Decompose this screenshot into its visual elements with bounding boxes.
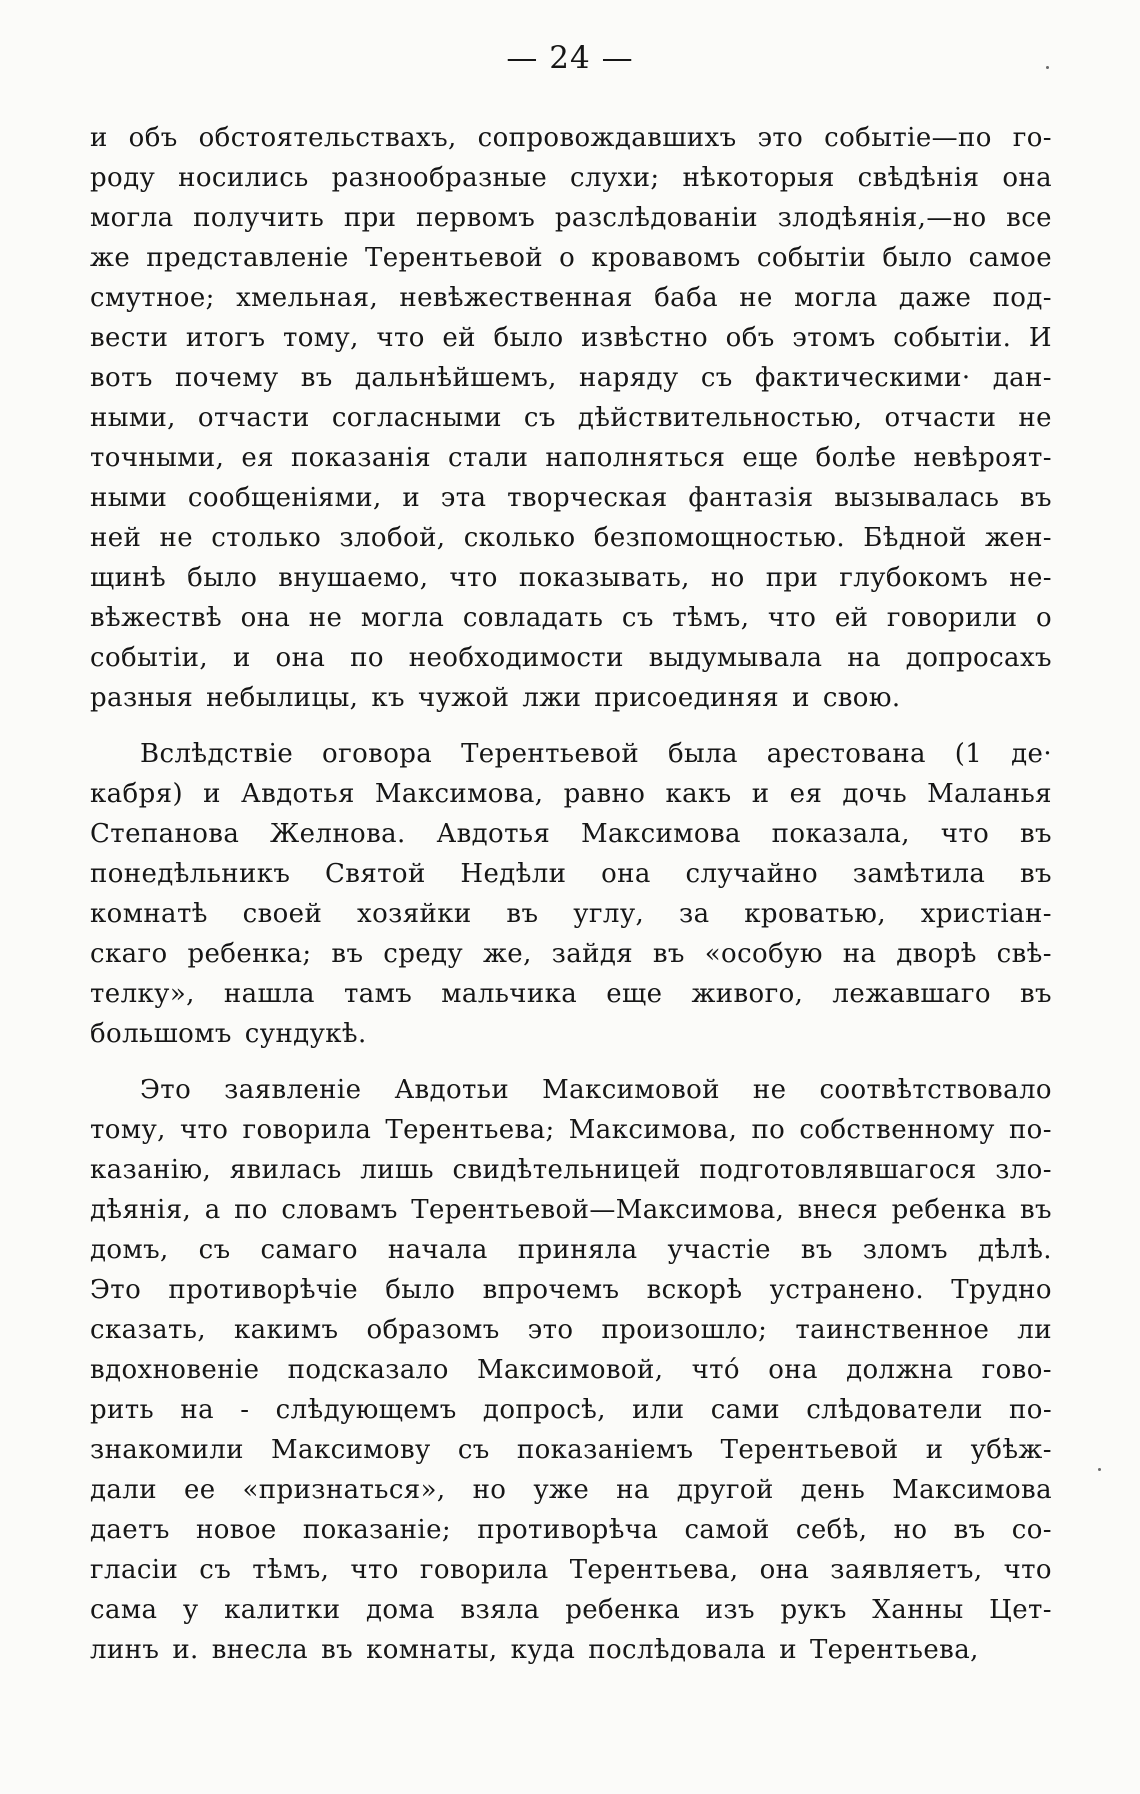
text-line: щинѣ было внушаемо, что показывать, но при глубокомъ не- (90, 563, 1052, 593)
text-line: точными, ея показанія стали наполняться еще болѣе невѣроят- (90, 443, 1052, 473)
page-number: — 24 — (506, 40, 634, 76)
text-line: сама у калитки дома взяла ребенка изъ рукъ Ханны Цет- (90, 1595, 1052, 1625)
text-line: и объ обстоятельствахъ, сопровождавшихъ это событіе—по го- (90, 123, 1052, 153)
text-line: Степанова Желнова. Авдотья Максимова показала, что въ (90, 819, 1052, 849)
text-line: вдохновеніе подсказало Максимовой, чтó она должна гово- (90, 1355, 1052, 1385)
text-line: дали ее «признаться», но уже на другой день Максимова (90, 1475, 1052, 1505)
text-line: могла получить при первомъ разслѣдованіи злодѣянія,—но все (90, 203, 1052, 233)
text-line: тому, что говорила Терентьева; Максимова, по собственному по- (90, 1115, 1052, 1145)
text-line: дѣянія, а по словамъ Терентьевой—Максимова, внеся ребенка въ (90, 1195, 1052, 1225)
text-line: кабря) и Авдотья Максимова, равно какъ и ея дочь Маланья (90, 779, 1052, 809)
body-text (90, 118, 1052, 1670)
text-line: комнатѣ своей хозяйки въ углу, за кроватью, христіан- (90, 899, 1052, 929)
text-line: же представленіе Терентьевой о кровавомъ событіи было самое (90, 243, 1052, 273)
text-line: Это заявленіе Авдотьи Максимовой не соотвѣтствовало (140, 1075, 1052, 1105)
paragraph-3 (90, 1070, 1052, 1670)
text-line: роду носились разнообразные слухи; нѣкоторыя свѣдѣнія она (90, 163, 1052, 193)
paragraph-1 (90, 118, 1052, 718)
text-line: ными сообщеніями, и эта творческая фантазія вызывалась въ (90, 483, 1052, 513)
text-line: большомъ сундукѣ. (90, 1019, 367, 1049)
text-line: смутное; хмельная, невѣжественная баба не могла даже под- (90, 283, 1052, 313)
text-line: разныя небылицы, къ чужой лжи присоединяя и свою. (90, 683, 901, 713)
text-line: Вслѣдствіе оговора Терентьевой была арестована (1 де· (140, 739, 1052, 769)
text-line: событіи, и она по необходимости выдумывала на допросахъ (90, 643, 1052, 673)
paragraph-spacer (90, 1054, 1052, 1070)
text-line: сказать, какимъ образомъ это произошло; таинственное ли (90, 1315, 1052, 1345)
text-line: скаго ребенка; въ среду же, зайдя въ «особую на дворѣ свѣ- (90, 939, 1052, 969)
text-line: знакомили Максимову съ показаніемъ Терентьевой и убѣж- (90, 1435, 1052, 1465)
text-line: вотъ почему въ дальнѣйшемъ, наряду съ фактическими· дан- (90, 363, 1052, 393)
text-line: телку», нашла тамъ мальчика еще живого, лежавшаго въ (90, 979, 1052, 1009)
text-line: казанію, явилась лишь свидѣтельницей подготовлявшагося зло- (90, 1155, 1052, 1185)
text-line: домъ, съ самаго начала приняла участіе въ зломъ дѣлѣ. (90, 1235, 1052, 1265)
text-line: гласіи съ тѣмъ, что говорила Терентьева, она заявляетъ, что (90, 1555, 1052, 1585)
scan-speck (1098, 1468, 1101, 1471)
text-line: вѣжествѣ она не могла совладать съ тѣмъ, что ей говорили о (90, 603, 1052, 633)
text-line: вести итогъ тому, что ей было извѣстно объ этомъ событіи. И (90, 323, 1052, 353)
text-line: ными, отчасти согласными съ дѣйствительностью, отчасти не (90, 403, 1052, 433)
paragraph-2 (90, 734, 1052, 1054)
text-line: понедѣльникъ Святой Недѣли она случайно замѣтила въ (90, 859, 1052, 889)
scan-speck (1046, 66, 1049, 69)
text-line: линъ и. внесла въ комнаты, куда послѣдовала и Терентьева, (90, 1635, 979, 1665)
text-line: Это противорѣчіе было впрочемъ вскорѣ устранено. Трудно (90, 1275, 1052, 1305)
paragraph-spacer (90, 718, 1052, 734)
text-line: даетъ новое показаніе; противорѣча самой себѣ, но въ со- (90, 1515, 1052, 1545)
text-line: рить на - слѣдующемъ допросѣ, или сами слѣдователи по- (90, 1395, 1052, 1425)
text-line: ней не столько злобой, сколько безпомощностью. Бѣдной жен- (90, 523, 1052, 553)
